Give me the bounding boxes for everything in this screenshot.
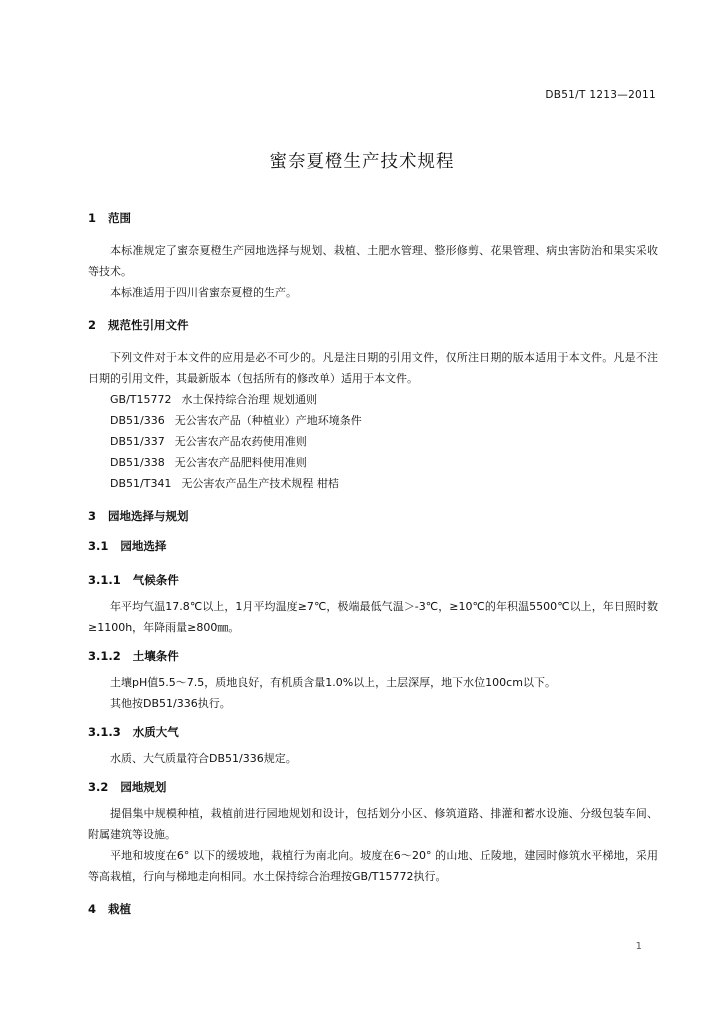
reference-item <box>88 473 658 494</box>
section-number: 3.1 <box>88 539 109 553</box>
section-number: 4 <box>88 902 97 916</box>
section-title: 气候条件 <box>132 573 179 587</box>
section-number: 3.2 <box>88 780 109 794</box>
section-title: 栽植 <box>108 902 132 916</box>
section-number: 3.1.1 <box>88 573 121 587</box>
page-number: 1 <box>635 941 642 952</box>
reference-code: DB51/337 <box>110 435 165 448</box>
section-number: 3 <box>88 509 97 523</box>
reference-code: DB51/338 <box>110 456 165 469</box>
reference-code: DB51/336 <box>110 414 165 427</box>
paragraph: 本标准适用于四川省蜜奈夏橙的生产。 <box>110 286 297 299</box>
section-number: 3.1.2 <box>88 649 121 663</box>
paragraph: 土壤pH值5.5～7.5，质地良好，有机质含量1.0%以上，土层深厚，地下水位100cm以下。 <box>110 676 556 689</box>
paragraph: 本标准规定了蜜奈夏橙生产园地选择与规划、栽植、土肥水管理、整形修剪、花果管理、病虫害防治和果实采收等技术。 <box>88 244 658 278</box>
section-3-heading <box>88 508 658 524</box>
section-4-heading <box>88 901 658 917</box>
section-title: 园地选择与规划 <box>108 509 189 523</box>
reference-name: 无公害农产品农药使用准则 <box>174 435 307 448</box>
paragraph: 平地和坡度在6° 以下的缓坡地，栽植行为南北向。坡度在6～20° 的山地、丘陵地，建园时修筑水平梯地，采用等高栽植，行向与梯地走向相同。水土保持综合治理按GB/T15772执行。 <box>88 849 658 883</box>
reference-code: GB/T15772 <box>110 393 172 406</box>
reference-name: 无公害农产品生产技术规程 柑桔 <box>181 477 339 490</box>
reference-name: 水土保持综合治理 规划通则 <box>181 393 317 406</box>
section-number: 1 <box>88 211 97 225</box>
section-1-heading <box>88 210 658 226</box>
document-code: DB51/T 1213—2011 <box>545 89 656 101</box>
subsection-3-1-3-heading <box>88 724 658 740</box>
reference-item <box>88 389 658 410</box>
paragraph: 其他按DB51/336执行。 <box>110 697 231 710</box>
document-body <box>88 210 658 931</box>
section-number: 2 <box>88 318 97 332</box>
reference-list <box>88 389 658 494</box>
reference-name: 无公害农产品肥料使用准则 <box>174 456 307 469</box>
subsection-3-2-heading <box>88 779 658 795</box>
paragraph: 水质、大气质量符合DB51/336规定。 <box>110 752 297 765</box>
reference-code: DB51/T341 <box>110 477 172 490</box>
subsection-3-1-2-heading <box>88 648 658 664</box>
reference-item <box>88 431 658 452</box>
reference-name: 无公害农产品（种植业）产地环境条件 <box>174 414 362 427</box>
section-title: 园地规划 <box>120 780 167 794</box>
reference-item <box>88 452 658 473</box>
section-title: 园地选择 <box>120 539 167 553</box>
paragraph: 提倡集中规模种植，栽植前进行园地规划和设计，包括划分小区、修筑道路、排灌和蓄水设施、分级包装车间、附属建筑等设施。 <box>88 807 658 841</box>
section-title: 土壤条件 <box>132 649 179 663</box>
section-title: 范围 <box>108 211 132 225</box>
reference-item <box>88 410 658 431</box>
section-title: 水质大气 <box>132 725 179 739</box>
section-title: 规范性引用文件 <box>108 318 189 332</box>
section-number: 3.1.3 <box>88 725 121 739</box>
document-title: 蜜奈夏橙生产技术规程 <box>269 152 455 172</box>
section-2-heading <box>88 317 658 333</box>
paragraph: 年平均气温17.8℃以上，1月平均温度≥7℃，极端最低气温＞-3℃，≥10℃的年积温5500℃以上，年日照时数≥1100h，年降雨量≥800㎜。 <box>88 600 658 634</box>
subsection-3-1-heading <box>88 538 658 554</box>
subsection-3-1-1-heading <box>88 572 658 588</box>
paragraph: 下列文件对于本文件的应用是必不可少的。凡是注日期的引用文件，仅所注日期的版本适用于本文件。凡是不注日期的引用文件，其最新版本（包括所有的修改单）适用于本文件。 <box>88 351 658 385</box>
